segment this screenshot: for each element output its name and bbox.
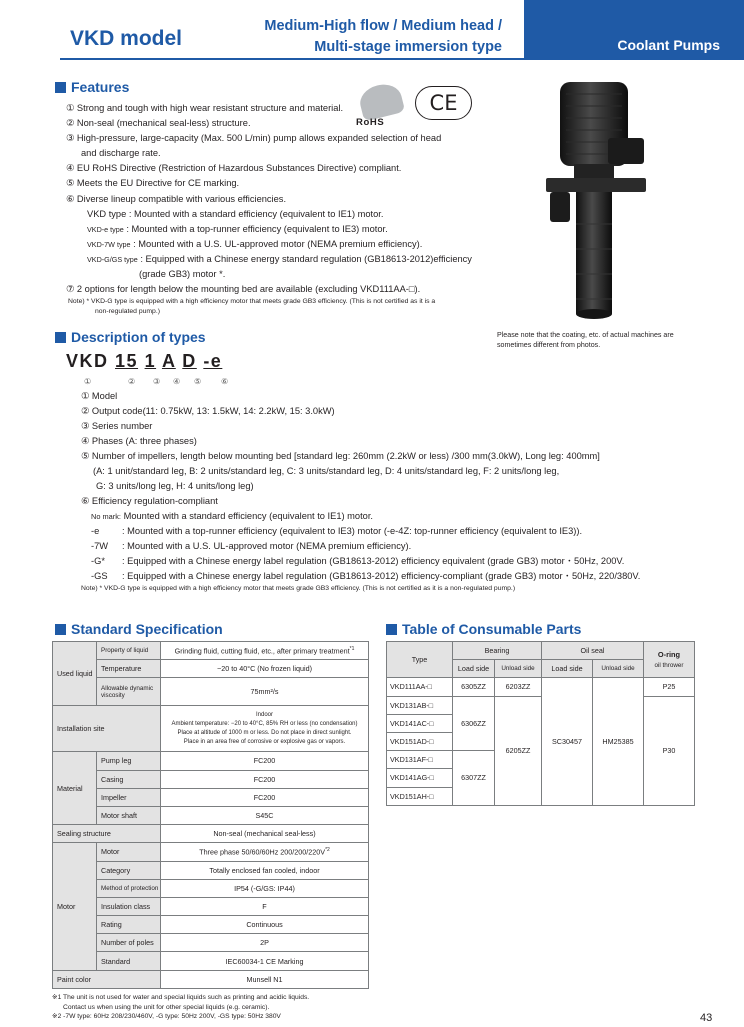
- table-row: Installation site Indoor Ambient temperature: −20 to 40°C, 85% RH or less (no condensation) Place at altitude of 1000 m or less. Do not place in direct sunlight. Place in an area free of corrosive or explosive gas or vapors.: [53, 706, 369, 752]
- desc-line: ⑤ Number of impellers, length below mounting bed [standard leg: 260mm (2.2kW or less) /300 mm(3.0kW), Long leg: 400mm]: [81, 451, 600, 461]
- table-row: VKD131AB-□ 6306ZZ 6205ZZ P30: [387, 696, 695, 714]
- table-row: Load side Unload side Load side Unload side: [387, 660, 695, 678]
- types-description: [81, 389, 701, 584]
- table-row: VKD141AG-□: [387, 769, 695, 787]
- table-row: Rating Continuous: [53, 916, 369, 934]
- code-number: ⑤: [194, 377, 202, 386]
- features-heading: Features: [55, 79, 129, 95]
- code-number: ④: [173, 377, 181, 386]
- table-row: Method of protection IP54 (-G/GS: IP44): [53, 879, 369, 897]
- subtitle-line-1: Medium-High flow / Medium head /: [264, 18, 502, 34]
- variant-row: VKD-e type : Mounted with a top-runner efficiency (equivalent to IE3) motor.: [87, 223, 388, 234]
- types-heading: Description of types: [55, 329, 206, 345]
- code-part-impeller: D: [182, 351, 197, 371]
- desc-line: G: 3 units/long leg, H: 4 units/long leg): [96, 481, 254, 491]
- subtitle-line-2: Multi-stage immersion type: [314, 39, 502, 55]
- spec-heading: Standard Specification: [55, 621, 223, 637]
- types-note: Note) * VKD-G type is equipped with a high efficiency motor that meets grade GB3 efficiency. (This is not certified as it is a non-regulated pump.): [81, 585, 516, 592]
- consumables-heading: Table of Consumable Parts: [386, 621, 581, 637]
- table-row: Insulation class F: [53, 897, 369, 915]
- code-number: ⑥: [221, 377, 229, 386]
- section-square-icon: [55, 624, 66, 635]
- features-note: Note) * VKD-G type is equipped with a high efficiency motor that meets grade GB3 efficiency. (This is not certified as it is a non-regulated pump.): [68, 298, 436, 315]
- feature-item: ① Strong and tough with high wear resistant structure and material.: [66, 103, 344, 113]
- eff-row: -7W : Mounted with a U.S. UL-approved motor (NEMA premium efficiency).: [91, 541, 412, 551]
- table-row: VKD151AD-□: [387, 732, 695, 750]
- variant-row: VKD type : Mounted with a standard efficiency (equivalent to IE1) motor.: [87, 208, 384, 219]
- pump-photo: [522, 74, 682, 324]
- spec-group-used-liquid: Used liquid: [53, 642, 97, 706]
- feature-item: ③ High-pressure, large-capacity (Max. 500 L/min) pump allows expanded selection of head: [66, 133, 442, 144]
- table-row: Number of poles 2P: [53, 934, 369, 952]
- code-number: ②: [128, 377, 136, 386]
- ce-mark-icon: CE: [415, 86, 472, 120]
- eff-row: -G* : Equipped with a Chinese energy label regulation (GB18613-2012) efficiency equivalent (grade GB3) motor・50Hz, 200V.: [91, 556, 625, 566]
- page-header: [0, 0, 744, 60]
- code-part-output: 15: [115, 351, 139, 371]
- variant-row: VKD-G/GS type : Equipped with a Chinese energy standard regulation (GB18613-2012)efficiency: [87, 253, 472, 264]
- desc-line: ① Model: [81, 391, 118, 401]
- eff-row: -GS : Equipped with a Chinese energy label regulation (GB18613-2012) efficiency-compliant (grade GB3) motor・50Hz, 220/380V.: [91, 571, 641, 581]
- code-number: ①: [84, 377, 92, 386]
- code-part-model: VKD: [66, 351, 109, 371]
- table-row: VKD151AH-□: [387, 787, 695, 805]
- section-square-icon: [55, 332, 66, 343]
- desc-line: ③ Series number: [81, 421, 153, 431]
- variant-row: VKD-7W type : Mounted with a U.S. UL-approved motor (NEMA premium efficiency).: [87, 238, 423, 249]
- table-row: VKD141AC-□: [387, 714, 695, 732]
- table-row: Material Pump leg FC200: [53, 752, 369, 770]
- table-row: Motor Motor Three phase 50/60/60Hz $200/200/220V^{*2}$: [53, 843, 369, 861]
- code-part-efficiency: -e: [203, 351, 223, 371]
- table-row: Standard IEC60034-1 CE Marking: [53, 952, 369, 970]
- table-row: Paint color Munsell N1: [53, 970, 369, 988]
- category-tab: [524, 0, 744, 60]
- consumables-table: [386, 641, 695, 806]
- table-row: Impeller FC200: [53, 788, 369, 806]
- category-label: Coolant Pumps: [617, 37, 720, 53]
- feature-item: ② Non-seal (mechanical seal-less) structure.: [66, 118, 251, 129]
- table-row: Sealing structure Non-seal (mechanical seal-less): [53, 825, 369, 843]
- section-square-icon: [55, 82, 66, 93]
- table-row: Casing FC200: [53, 770, 369, 788]
- table-row: Allowable dynamic viscosity 75mm²/s: [53, 678, 369, 706]
- spec-table: [52, 641, 369, 989]
- desc-line: ② Output code(11: 0.75kW, 13: 1.5kW, 14: 2.2kW, 15: 3.0kW): [81, 406, 335, 416]
- code-part-series: 1: [144, 351, 157, 371]
- table-row: VKD131AF-□ 6307ZZ: [387, 751, 695, 769]
- desc-line: ④ Phases (A: three phases): [81, 436, 197, 446]
- features-list: [66, 101, 496, 297]
- page-subtitle: [230, 16, 502, 58]
- desc-line: (A: 1 unit/standard leg, B: 2 units/standard leg, C: 3 units/standard leg, D: 4 units/standard leg, F: 2 units/long leg,: [93, 466, 560, 476]
- photo-note: Please note that the coating, etc. of actual machines are sometimes different from photos.: [497, 331, 674, 349]
- page-title: VKD model: [70, 27, 183, 50]
- eff-row: -e : Mounted with a top-runner efficiency (equivalent to IE3) motor (-e-4Z: top-runner efficiency (equivalent to IE3)).: [91, 526, 583, 536]
- table-row: Used liquid Property of liquid Grinding fluid, cutting fluid, etc., after primary treatment$^{*1}$: [53, 642, 369, 660]
- section-square-icon: [386, 624, 397, 635]
- header-rule: [60, 58, 524, 60]
- table-row: Category Totally enclosed fan cooled, indoor: [53, 861, 369, 879]
- feature-item: ⑤ Meets the EU Directive for CE marking.: [66, 178, 240, 189]
- table-row: Type Bearing Oil seal O-ring oil thrower: [387, 642, 695, 660]
- table-row: Motor shaft S45C: [53, 806, 369, 824]
- desc-line: ⑥ Efficiency regulation-compliant: [81, 496, 218, 506]
- model-code: [66, 351, 222, 372]
- code-number: ③: [153, 377, 161, 386]
- variant-continuation: (grade GB3) motor *.: [139, 269, 226, 280]
- page-number: 43: [700, 1012, 713, 1024]
- feature-item: ⑥ Diverse lineup compatible with various efficiencies.: [66, 193, 287, 204]
- feature-item: ④ EU RoHS Directive (Restriction of Hazardous Substances Directive) compliant.: [66, 163, 402, 174]
- feature-item: ⑦ 2 options for length below the mounting bed are available (excluding VKD111AA-□).: [66, 284, 421, 295]
- table-row: VKD111AA-□ 6305ZZ 6203ZZ SC30457 HM25385 P25: [387, 678, 695, 696]
- footnotes: ※1 The unit is not used for water and special liquids such as printing and acidic liquids. Contact us when using the unit for other special liquids (e.g. ceramic). ※2 -7W type: 60Hz 208/230/460V, -G type: 50Hz 200V, -GS type: 50Hz 380V: [52, 994, 310, 1021]
- rohs-logo: RoHS: [352, 85, 412, 135]
- table-row: Temperature −20 to 40°C (No frozen liquid): [53, 660, 369, 678]
- feature-item: and discharge rate.: [81, 148, 161, 159]
- code-part-phase: A: [161, 351, 176, 371]
- eff-row: No mark: Mounted with a standard efficiency (equivalent to IE1) motor.: [91, 511, 374, 521]
